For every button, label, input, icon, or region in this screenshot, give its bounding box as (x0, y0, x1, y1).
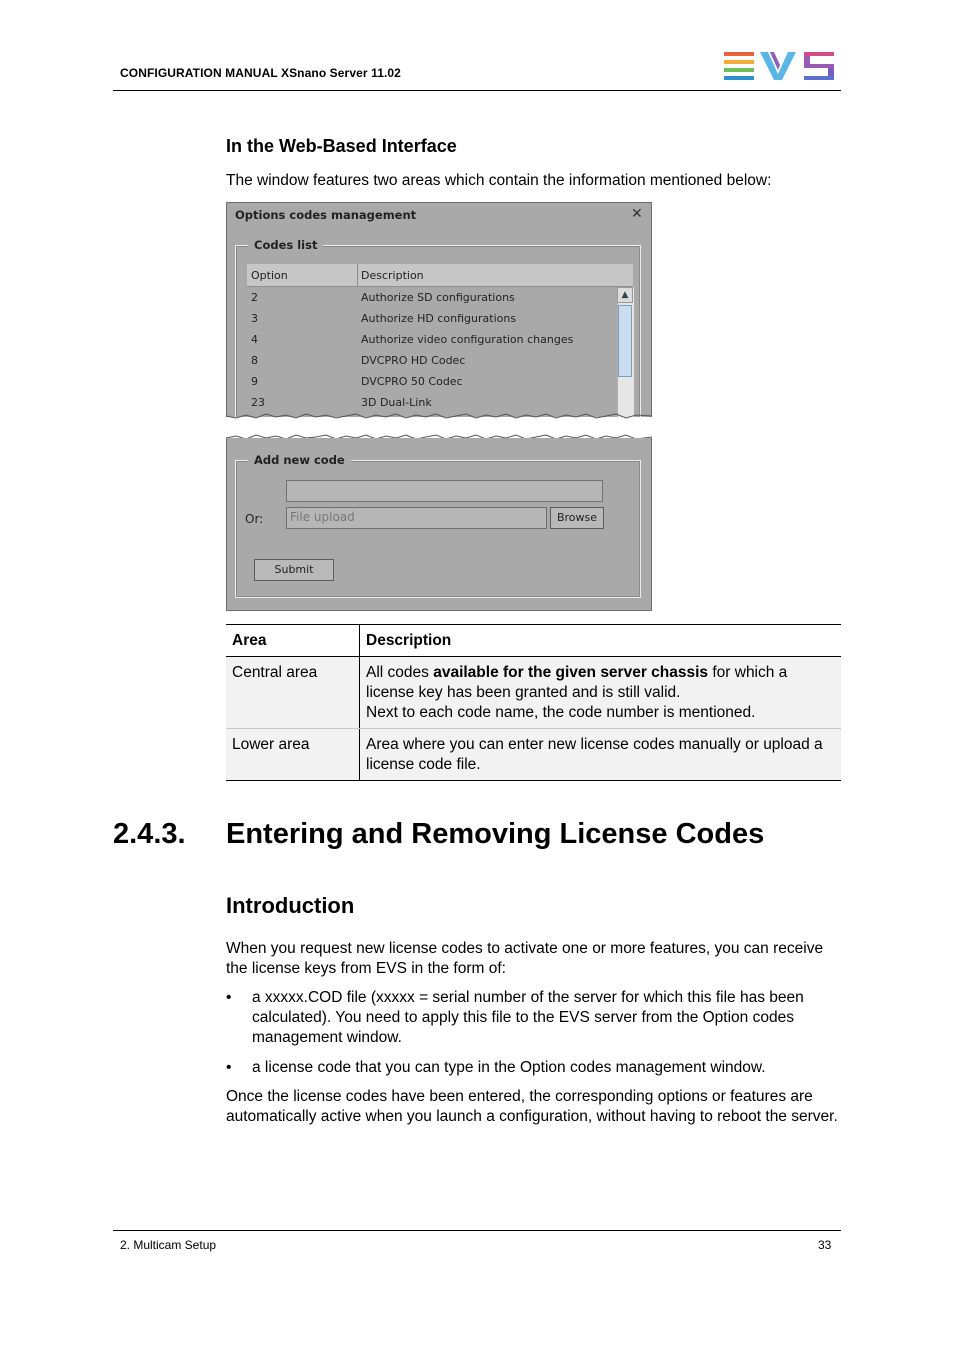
code-option: 2 (251, 291, 258, 304)
table-cell-description (360, 657, 842, 729)
add-code-screenshot (226, 438, 652, 611)
column-header-option[interactable]: Option (251, 269, 288, 282)
table-cell-area: Central area (226, 657, 360, 729)
codes-list-legend: Codes list (248, 238, 323, 252)
table-header-description: Description (360, 625, 842, 657)
bullet-icon: • (226, 989, 232, 1006)
code-option: 8 (251, 354, 258, 367)
paragraph: When you request new license codes to activate one or more features, you can receive the license keys from EVS in the form of: (226, 940, 824, 977)
evs-logo (724, 52, 836, 82)
close-icon[interactable]: ✕ (631, 206, 643, 222)
options-window-screenshot (226, 202, 652, 417)
header-title: CONFIGURATION MANUAL XSnano Server 11.02 (120, 66, 401, 80)
bullet-text: a license code that you can type in the Option codes management window. (252, 1059, 766, 1076)
code-row[interactable] (247, 330, 613, 351)
desc-bold-text: available for the given server chassis (433, 664, 709, 681)
code-row[interactable] (247, 393, 613, 414)
subsection-heading: In the Web-Based Interface (226, 136, 457, 156)
desc-text: for which a license key has been granted and is still valid. (366, 664, 788, 701)
code-row[interactable] (247, 309, 613, 330)
paragraph: Once the license codes have been entered, the corresponding options or features are automatically active when you launch a configuration, without having to reboot the server. (226, 1088, 838, 1125)
bullet-text: a xxxxx.COD file (xxxxx = serial number of the server for which this file has been calculated). You need to apply this file to the EVS server from the Option codes management window. (252, 989, 804, 1046)
table-cell-area: Lower area (226, 729, 360, 781)
code-option: 23 (251, 396, 265, 409)
footer-chapter: 2. Multicam Setup (120, 1238, 217, 1252)
code-row[interactable] (247, 288, 613, 309)
desc-text: Next to each code name, the code number is mentioned. (366, 704, 756, 721)
code-description: 3D Dual-Link (361, 396, 432, 409)
table-cell-description: Area where you can enter new license codes manually or upload a license code file. (360, 729, 842, 781)
code-input[interactable] (286, 480, 603, 502)
bullet-icon: • (226, 1059, 232, 1076)
area-description-table (226, 624, 841, 781)
code-option: 9 (251, 375, 258, 388)
or-label: Or: (245, 512, 264, 526)
section-title: Entering and Removing License Codes (226, 818, 765, 850)
table-header-area: Area (226, 625, 360, 657)
code-description: Authorize HD configurations (361, 312, 517, 325)
table-header-row (226, 625, 841, 657)
scrollbar-thumb[interactable] (618, 305, 632, 377)
grid-header (247, 264, 633, 287)
browse-button[interactable]: Browse (550, 507, 604, 529)
desc-text: All codes (366, 664, 434, 681)
submit-button[interactable]: Submit (254, 559, 334, 581)
code-option: 3 (251, 312, 258, 325)
code-row[interactable] (247, 372, 613, 393)
column-separator (357, 264, 358, 286)
code-description: Authorize video configuration changes (361, 333, 574, 346)
column-header-description[interactable]: Description (361, 269, 424, 282)
table-row (226, 729, 841, 781)
code-option: 4 (251, 333, 258, 346)
window-title: Options codes management (235, 208, 417, 222)
file-upload-input[interactable]: File upload (286, 507, 547, 529)
introduction-heading: Introduction (226, 893, 355, 918)
footer-rule (113, 1230, 841, 1231)
code-description: DVCPRO 50 Codec (361, 375, 463, 388)
page-number: 33 (818, 1238, 832, 1252)
table-row (226, 657, 841, 729)
code-description: Authorize SD configurations (361, 291, 515, 304)
scroll-up-arrow-icon[interactable]: ▲ (617, 287, 633, 303)
intro-text: The window features two areas which contain the information mentioned below: (226, 172, 772, 189)
code-description: DVCPRO HD Codec (361, 354, 466, 367)
torn-edge-top (226, 412, 652, 420)
code-row[interactable] (247, 351, 613, 372)
header-rule (113, 90, 841, 91)
add-code-legend: Add new code (248, 453, 351, 467)
section-number: 2.4.3. (113, 818, 186, 850)
